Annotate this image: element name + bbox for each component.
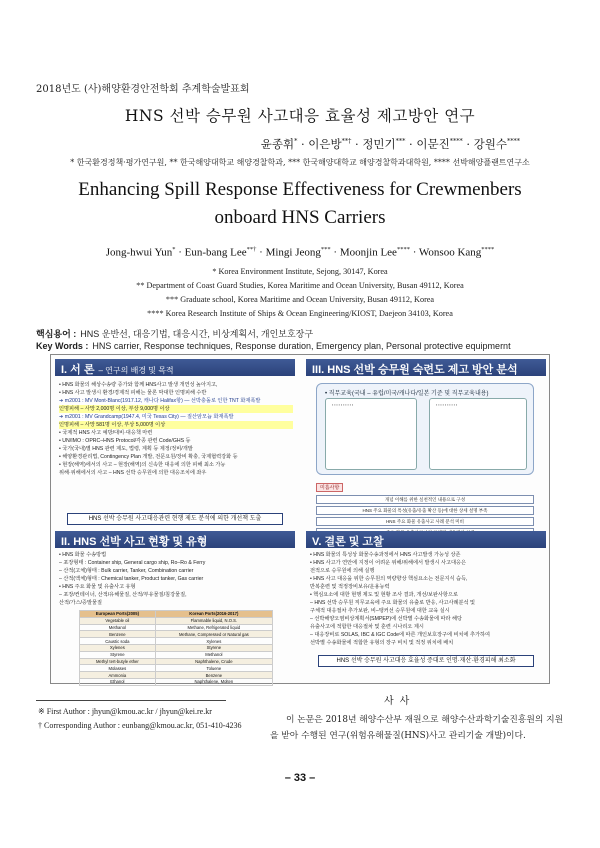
page-number: – 33 – (284, 772, 316, 784)
title-english: Enhancing Spill Response Effectiveness for Crewmenbers onboard HNS Carriers (78, 179, 522, 228)
poster-left-column (51, 355, 299, 683)
domestic-training-box: ▪ ▪ ▪ ▪ ▪ ▪ ▪ ▪ ▪ ▪ (325, 398, 417, 470)
authors-english: Jong-hwui Yun* · Eun-bang Lee**† · Mingi Jeong*** · Moonjin Lee**** · Wonsoo Kang**** (105, 246, 495, 259)
table-row: Styrene Methanol (80, 651, 273, 658)
footnote-divider (36, 700, 226, 701)
affiliations-english: * Korea Environment Institute, Sejong, 30147, Korea ** Department of Coast Guard Studies, Korea Maritime and Ocean University, Busan 49112, Korea *** Graduate school, Korea Maritime and Ocean University, Busan 49112, Korea **** Korea Research Institute of Ships & Ocean Engineering/KIOST, Daejeon 34103, Korea (136, 267, 464, 318)
poster-right-column (302, 355, 550, 683)
footnote-corresponding-author: † Corresponding Author : eunbang@kmou.ac.kr, 051-410-4236 (38, 721, 242, 730)
table-row: Ammonia Benzene (80, 672, 273, 679)
conference-header: 2018년도 (사)해양환경안전학회 추계학술발표회 (36, 84, 250, 95)
hns-cargo-table (79, 610, 273, 686)
footnote-first-author: ※ First Author : jhyun@kmou.ac.kr / jhyun@kei.re.kr (38, 707, 212, 716)
table-row: Methyl tert-butyle ether Naphthalene, Crude (80, 658, 273, 665)
section-analysis-heading: III. HNS 선박 승무원 숙련도 제고 방안 분석 (306, 359, 546, 376)
deficiency-list: 개념 이해를 위한 실천적인 내용으로 구성 HNS 주요 화물의 특성(유출/유출 확산 등)에 대한 상세 설명 부족 HNS 주요 화물 유출사고 사례 분석 미비 (316, 495, 534, 550)
intro-summary-box: HNS 선박 승무원 사고대응관련 현행 제도 분석에 의한 개선책 도출 (67, 513, 283, 525)
keywords-korean: 핵심용어 : HNS 운반선, 대응기법, 대응시간, 비상계획서, 개인보호장구 (36, 329, 314, 339)
section-status-bullets: • HNS 화물 수송방법 – 포장형태 : Container ship, General cargo ship, Ro–Ro & Ferry – 산적(고체)형태 : Bulk carrier, Tanker, Combination carrier – 산적(액체)형태 : Chemical tanker, Product tanker, Gas carrier • HNS 주요 화물 및 유출사고 유형 – 포장/컨테이너, 산적/유해물질, 산적/부유물질/침강물질, 산적/가스/증발물질 (59, 552, 206, 606)
acknowledgement-text: 이 논문은 2018년 해양수산부 재원으로 해양수산과학기술진흥원의 지원을 받아 수행된 연구(위험유해물질(HNS)사고 관리기술 개발)이다. (270, 715, 564, 741)
section-conclusion-heading: V. 결론 및 고찰 (306, 531, 546, 548)
table-row: Caustic soda Xylenes (80, 638, 273, 645)
section-status-heading: II. HNS 선박 사고 현황 및 유형 (55, 531, 295, 548)
section-intro-bullets: • HNS 화물의 해상수송량 증가와 함께 HNS사고 발생 개연성 높아지고, • HNS 사고 발생시 환경/경제적 피해는 물론 막대한 인명피해 수반 ➜ m2001 : MV Mont-Blanc(1917.12, 캐나다 Halifax항) — 선박충돌로 인한 TNT 화재폭발 인명피해 – 사망 2,000명 이상, 부상 9,000명 이상 ➜ m2001 : MV Grandcamp(1947.4, 미국 Texas City) — 질산암모늄 화재폭발 인명피해 – 사망 581명 이상, 부상 5,000명 이상 • 국제적 HNS 사고 예방/대비·대응책 마련 • UN/IMO : OPRC–HNS Protocol/각종 관련 Code/GHS 등 • 국가(국내)별 HNS 관련 제도, 법령, 계획 등 제정/정비/개발 • 해양환경관리법, Contingency Plan 개발, 전문요원/장비 확충, 국제협력강화 등 • 현장(해역)에서의 사고 – 현장(해역)의 신속한 대응에 의한 피해 최소 가능 위해·위해에서의 사고 – HNS 선박 승무원에 의한 대응조치에 좌우 (59, 381, 293, 477)
training-comparison-diagram: • 직무교육(국내 – 유럽/미국/캐나다/일본 기준 및 직무교육내용) ▪ ▪ ▪ ▪ ▪ ▪ ▪ ▪ ▪ ▪ ▪ ▪ ▪ ▪ ▪ ▪ ▪ ▪ ▪ ▪ (316, 383, 534, 475)
table-row: Methanol Methane, Refrigerated liquid (80, 624, 273, 631)
table-row: Vegetable oil Flammable liquid, N.O.S. (80, 617, 273, 624)
section-conclusion-bullets: • HNS 화물의 특성상 화물수송과정에서 HNS 사고발생 가능성 상존 • HNS 사고가 연안에 지정이 어려운 위해/위해에서 발생시 사고대응은 전적으로 승무원에 의해 실행 • HNS 사고 대응을 위한 승무원의 역량향상 핵심요소는 전문지식 습득, 반복훈련 및 적정장비보유/운용능력 • 핵심요소에 대한 현행 제도 및 현황 조사 결과, 개선/보완사항으로 – HNS 선박 승무원 직무교육에 주요 화물의 유출로 반응, 사고사례분석 및 구체적 대응절차 추가보완, 비–탱커선 승무원에 대한 교육 실시 – 선박해양오염비상계획서(SMPEP)에 선박별 수송화물에 따라 해당 유출사고에 적합한 대응절차 및 훈련 시나리오 제시 – 대응장비로 SOLAS, IBC & IGC Code에 따른 개인보호장구에 비치에 추가하여 선박별 수송화물에 적합한 유형의 장구 비치 및 적정 위치에 배치 (310, 552, 491, 646)
table-row: Benzene Methane, Compressed or Natural gas (80, 631, 273, 638)
authors-korean: 윤종휘* · 이은방**† · 정민기*** · 이문진**** · 강원수**** (260, 137, 520, 151)
keywords-english: Key Words : HNS carrier, Response techniques, Response duration, Emergency plan, Personal protective equipmernt (36, 341, 511, 351)
title-korean: HNS 선박 승무원 사고대응 효율성 제고방안 연구 (124, 107, 476, 125)
table-row: Molasses Toluene (80, 665, 273, 672)
poster-figure (50, 354, 550, 684)
section-intro-heading: I. 서 론 – 연구의 배경 및 목적 (55, 359, 295, 376)
conclusion-summary-box: HNS 선박 승무원 사고대응 효율성 증대로 인명·재산·환경피해 최소화 (318, 655, 534, 667)
table-row: Xylenes Styrene (80, 644, 273, 651)
deficiency-tag: 미흡사항 (316, 483, 343, 492)
acknowledgement-title: 사사 (384, 696, 416, 707)
table-header-row: European Ports(2005) Korean Ports(2016-2017) (80, 611, 273, 618)
affiliations-korean: * 한국환경정책·평가연구원, ** 한국해양대학교 해양경찰학과, *** 한국해양대학교 해양경찰학과대학원, **** 선박해양플랜트연구소 (70, 158, 530, 167)
table-row: Ethanol Naphthalene, Molten (80, 678, 273, 685)
foreign-training-box: ▪ ▪ ▪ ▪ ▪ ▪ ▪ ▪ ▪ ▪ (429, 398, 527, 470)
